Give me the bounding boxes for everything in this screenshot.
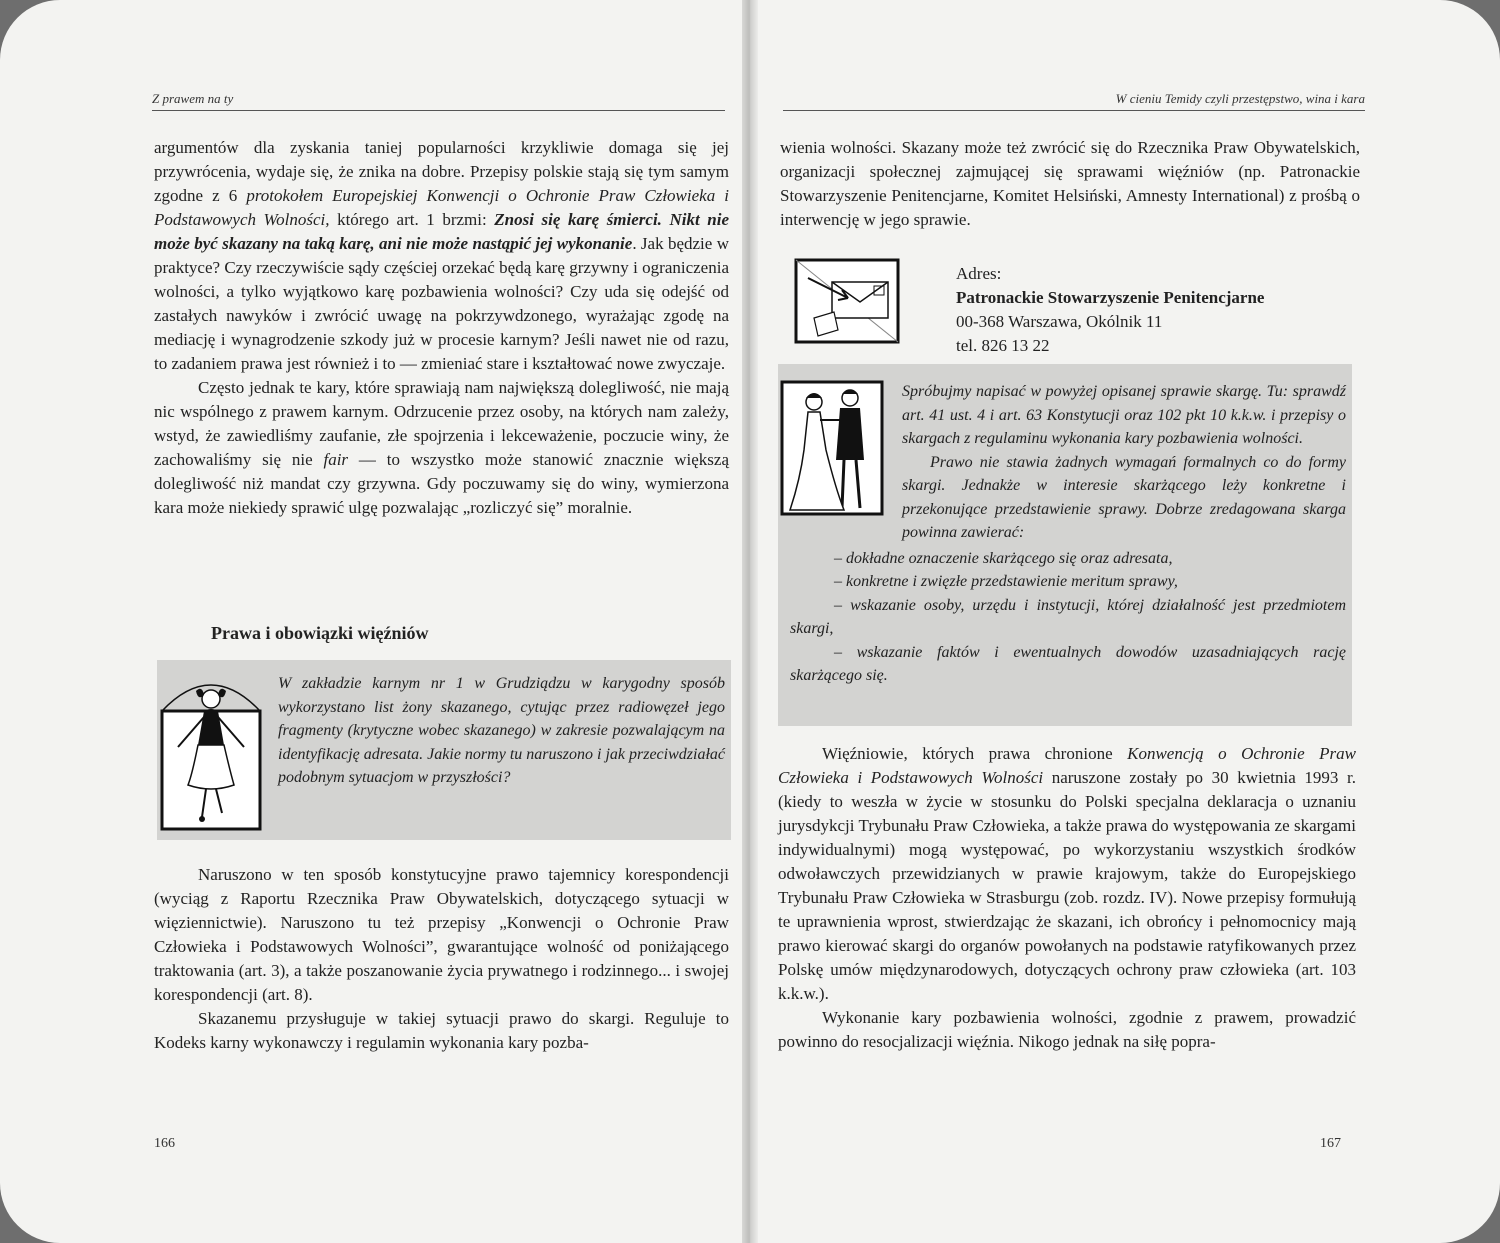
header-rule-right: [783, 110, 1365, 111]
left-paragraph-1: argumentów dla zyskania taniej popularności krzykliwie domaga się jej przywrócenia, wydaje się, że znika na dobre. Przepisy polskie stają się tym samym zgodne z 6 protokołem Europejskiej Konwencji o Ochronie Praw Człowieka i Podstawowych Wolności, którego art. 1 brzmi: Znosi się karę śmierci. Nikt nie może być skazany na taką karę, ani nie może nastąpić jej wykonanie. Jak będzie w praktyce? Czy rzeczywiście sądy częściej orzekać będą karę grzywny i ograniczenia wolności, a tylko wyjątkowo karę pozbawienia wolności? Czy uda się odejść od zastałych nawyków i zwrócić uwagę na pokrzywdzonego, wyrażając zgodę na mediację i wynagrodzenie szkody już w procesie karnym? Jeśli nawet nie od razu, to zadaniem prawa jest również i to — zmieniać stare i kształtować nowe zwyczaje.: [154, 138, 729, 373]
page-number-left: 166: [154, 1136, 175, 1151]
section-heading: Prawa i obowiązki więźniów: [211, 623, 429, 643]
list-item: – wskazanie faktów i ewentualnych dowodów uzasadniających rację skarżącego się.: [790, 643, 1346, 684]
right-page: [750, 0, 1500, 1243]
exercise-text-right: [780, 380, 1346, 688]
book-gutter: [742, 0, 758, 1243]
left-paragraph-2: Często jednak te kary, które sprawiają nam największą dolegliwość, nie mają nic wspólnego z prawem karnym. Odrzucenie przez osoby, na których nam zależy, wstyd, że zawiedliśmy zaufanie, złe spojrzenia i lekceważenie, poczucie winy, że zachowaliśmy się nie fair — to wszystko może stanowić znacznie większą dolegliwość niż mandat czy grzywna. Gdy poczuwamy się do winy, wymierzona kara może niekiedy sprawić ulgę pozwalając „rozliczyć się” moralnie.: [154, 378, 729, 517]
list-item: – dokładne oznaczenie skarżącego się oraz adresata,: [834, 549, 1173, 567]
exercise-paragraph-1: Spróbujmy napisać w powyżej opisanej sprawie skargę. Tu: sprawdź art. 41 ust. 4 i art. 63 Konstytucji oraz 102 pkt 10 k.k.w. i przepisy o skargach z regulaminu wykonania kary pozbawienia wolności.: [902, 383, 1346, 447]
left-paragraph-3: Naruszono w ten sposób konstytucyjne prawo tajemnicy korespondencji (wyciąg z Raportu Rzecznika Praw Obywatelskich, dotyczącego sytuacji w więziennictwie). Naruszono tu też przepisy „Konwencji o Ochronie Praw Człowieka i Podstawowych Wolności”, gwarantujące wolność od poniżającego traktowania (art. 3), a także poszanowanie życia prywatnego i rodzinnego... i swojej korespondencji (art. 8).: [154, 865, 729, 1004]
address-block: [956, 262, 1264, 358]
address-label: Adres:: [956, 264, 1002, 283]
right-paragraph-2: Więźniowie, których prawa chronione Konwencją o Ochronie Praw Człowieka i Podstawowych Wolności naruszone zostały po 30 kwietnia 1993 r. (kiedy to weszła w życie w stosunku do Polski specjalna deklaracja o uznaniu jurysdykcji Trybunału Praw Człowieka, a także prawa do występowania ze skargami indywidualnymi) mogą występować, po wykorzystaniu wszystkich środków odwoławczych przewidzianych w prawie krajowym, także do Europejskiego Trybunału Praw Człowieka w Strasburgu (zob. rozdz. IV). Nowe przepisy formułują te uprawnienia wprost, stwierdzając że skazani, ich obrońcy i pełnomocnicy mają prawo kierować skargi do organów powołanych na podstawie ratyfikowanych przez Polskę umów międzynarodowych, dotyczących ochrony praw człowieka (art. 103 k.k.w.).: [778, 744, 1356, 1003]
address-phone: tel. 826 13 22: [956, 336, 1050, 355]
exercise-list: [780, 547, 1346, 688]
left-text-block-2: [154, 863, 729, 1055]
list-item: – wskazanie osoby, urzędu i instytucji, której działalność jest przedmiotem skargi,: [790, 596, 1346, 637]
address-street: 00-368 Warszawa, Okólnik 11: [956, 312, 1163, 331]
right-paragraph-3: Wykonanie kary pozbawienia wolności, zgodnie z prawem, prowadzić powinno do resocjalizacji więźnia. Nikogo jednak na siłę popra-: [778, 1008, 1356, 1051]
header-rule-left: [152, 110, 725, 111]
exercise-text-left: W zakładzie karnym nr 1 w Grudziądzu w karygodny sposób wykorzystano list żony skazanego, cytując przez radiowęzeł jego fragmenty (krytyczne wobec skazanego) w zakresie pozwalającym na identyfikację adresata. Jakie normy tu naruszono i jak przeciwdziałać podobnym sytuacjom w przyszłości?: [278, 675, 725, 786]
right-paragraph-1: wienia wolności. Skazany może też zwrócić się do Rzecznika Praw Obywatelskich, organizacji społecznej zajmującej się sprawami więźniów (np. Patronackie Stowarzyszenie Penitencjarne, Komitet Helsiński, Amnesty International) z prośbą o interwencję w jego sprawie.: [780, 138, 1360, 229]
letter-envelope-icon: [794, 258, 900, 344]
address-name: Patronackie Stowarzyszenie Penitencjarne: [956, 288, 1265, 307]
list-item: – konkretne i zwięzłe przedstawienie meritum sprawy,: [834, 573, 1178, 590]
right-text-block-2: [778, 742, 1356, 1054]
dancer-figure-icon: [158, 667, 264, 833]
left-paragraph-4: Skazanemu przysługuje w takiej sytuacji prawo do skargi. Reguluje to Kodeks karny wykonawczy i regulamin wykonania kary pozba-: [154, 1009, 729, 1052]
right-text-block-1: [780, 136, 1360, 232]
running-head-right: W cieniu Temidy czyli przestępstwo, wina i kara: [1115, 91, 1365, 106]
exercise-paragraph-2-start: Prawo nie stawia żadnych wymagań formalnych co do formy skargi. Jednakże w interesie skarżącego leży konkretne i przekonujące przedstawienie sprawy. Dobrze zredagowana skarga powinna zawierać:: [902, 453, 1346, 541]
running-head-left: Z prawem na ty: [152, 91, 234, 106]
page-number-right: 167: [1320, 1136, 1341, 1151]
left-text-block-1: [154, 136, 729, 616]
